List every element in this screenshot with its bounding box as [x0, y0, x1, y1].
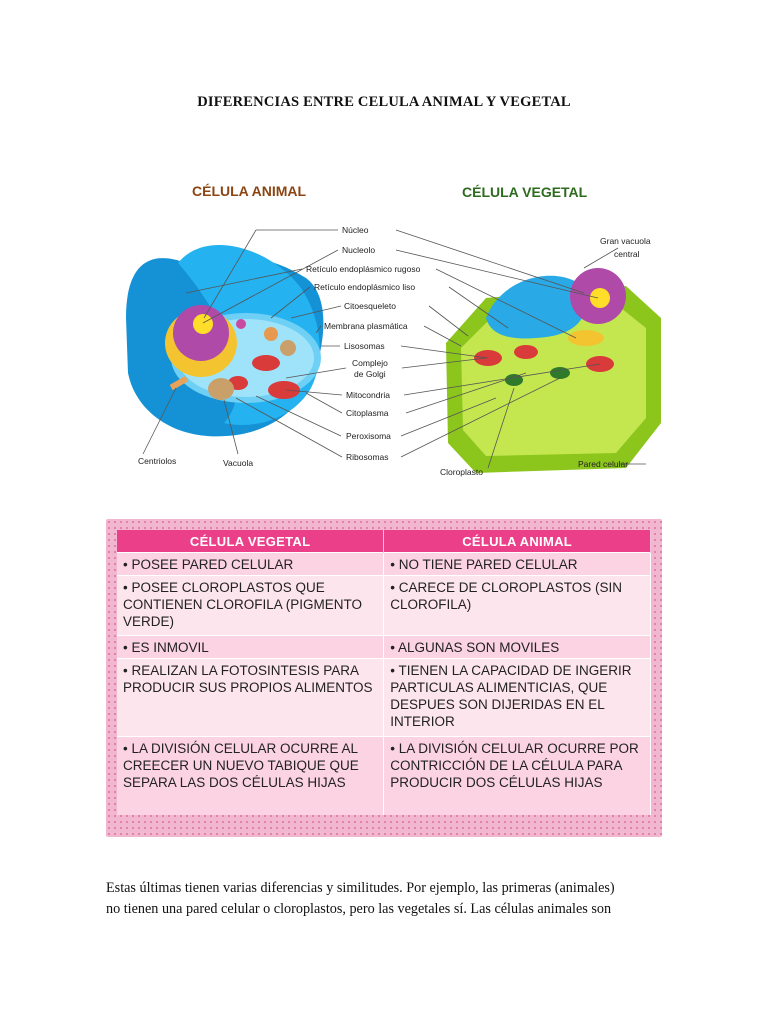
label-centriolos: Centriolos [138, 456, 177, 466]
table-cell: • CARECE DE CLOROPLASTOS (SIN CLOROFILA) [384, 576, 651, 636]
label-mitocondria: Mitocondria [346, 390, 390, 400]
table-row [117, 636, 651, 659]
label-ribosomas: Ribosomas [346, 452, 389, 462]
table-cell: • LA DIVISIÓN CELULAR OCURRE POR CONTRICCIÓN DE LA CÉLULA PARA PRODUCIR DOS CÉLULAS HIJAS [384, 737, 651, 815]
comparison-table-frame [106, 519, 662, 837]
table-header-row [117, 530, 651, 553]
label-golgi-1: Complejo [352, 358, 388, 368]
label-gran-vacuola-1: Gran vacuola [600, 236, 651, 246]
label-lisosomas: Lisosomas [344, 341, 385, 351]
label-pared-celular: Pared celular [578, 459, 629, 469]
table-row [117, 553, 651, 576]
label-peroxisoma: Peroxisoma [346, 431, 391, 441]
header-celula-animal: CÉLULA ANIMAL [384, 530, 651, 553]
plant-cell-heading: CÉLULA VEGETAL [462, 184, 588, 200]
label-citoplasma: Citoplasma [346, 408, 389, 418]
table-row [117, 576, 651, 636]
cell-diagram [106, 168, 664, 486]
table-row [117, 659, 651, 737]
label-nucleolo: Nucleolo [342, 245, 376, 255]
label-golgi-2: de Golgi [354, 369, 386, 379]
paragraph-line: no tienen una pared celular o cloroplastos, pero las vegetales sí. Las células animales son [106, 901, 612, 917]
plant-cell-illustration [446, 268, 661, 473]
table-cell: • REALIZAN LA FOTOSINTESIS PARA PRODUCIR SUS PROPIOS ALIMENTOS [117, 659, 384, 737]
label-membrana: Membrana plasmática [324, 321, 408, 331]
table-row [117, 737, 651, 815]
label-rel: Retículo endoplásmico liso [314, 282, 416, 292]
paragraph-line: Estas últimas tienen varias diferencias y similitudes. Por ejemplo, las primeras (animales) [106, 880, 615, 896]
animal-cell-heading: CÉLULA ANIMAL [192, 183, 307, 199]
table-cell: • ES INMOVIL [117, 636, 384, 659]
page-title: DIFERENCIAS ENTRE CELULA ANIMAL Y VEGETAL [197, 94, 571, 110]
header-celula-vegetal: CÉLULA VEGETAL [117, 530, 384, 553]
table-cell: • POSEE PARED CELULAR [117, 553, 384, 576]
table-cell: • ALGUNAS SON MOVILES [384, 636, 651, 659]
label-citoesqueleto: Citoesqueleto [344, 301, 396, 311]
label-vacuola: Vacuola [223, 458, 254, 468]
table-cell: • TIENEN LA CAPACIDAD DE INGERIR PARTICULAS ALIMENTICIAS, QUE DESPUES SON DIJERIDAS EN EL INTERIOR [384, 659, 651, 737]
label-cloroplasto: Cloroplasto [440, 467, 483, 477]
label-gran-vacuola-2: central [614, 249, 640, 259]
table-cell: • POSEE CLOROPLASTOS QUE CONTIENEN CLOROFILA (PIGMENTO VERDE) [117, 576, 384, 636]
label-nucleo: Núcleo [342, 225, 369, 235]
table-cell: • LA DIVISIÓN CELULAR OCURRE AL CREECER UN NUEVO TABIQUE QUE SEPARA LAS DOS CÉLULAS HIJAS [117, 737, 384, 815]
body-paragraph [106, 878, 662, 920]
table-cell: • NO TIENE PARED CELULAR [384, 553, 651, 576]
comparison-table [117, 530, 651, 815]
label-rer: Retículo endoplásmico rugoso [306, 264, 421, 274]
